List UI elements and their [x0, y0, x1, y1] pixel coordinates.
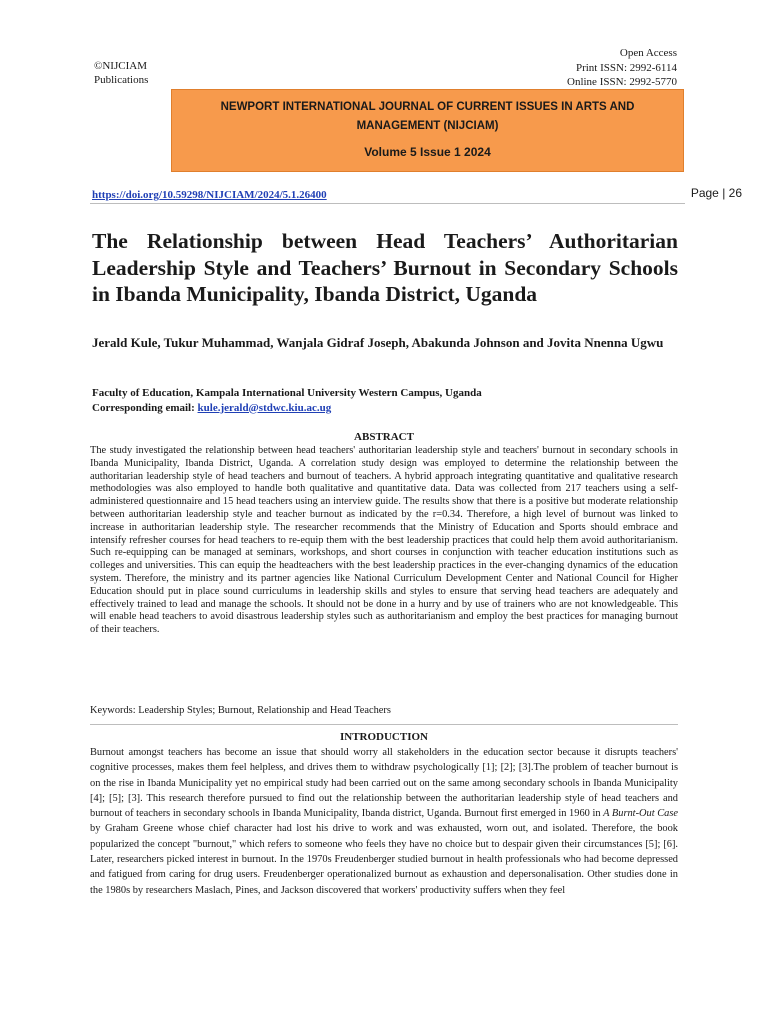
journal-volume: Volume 5 Issue 1 2024	[364, 145, 491, 159]
online-issn: Online ISSN: 2992-5770	[567, 76, 677, 88]
publisher-block	[94, 59, 148, 87]
issn-block	[567, 46, 677, 90]
page-number: Page | 26	[690, 186, 742, 200]
keywords: Keywords: Leadership Styles; Burnout, Relationship and Head Teachers	[90, 705, 391, 716]
corresponding-line	[92, 401, 482, 416]
doi-link[interactable]: https://doi.org/10.59298/NIJCIAM/2024/5.1.26400	[92, 189, 327, 201]
journal-title: NEWPORT INTERNATIONAL JOURNAL OF CURRENT ISSUES IN ARTS AND MANAGEMENT (NIJCIAM)	[220, 101, 635, 132]
open-access-label: Open Access	[619, 47, 677, 59]
corresponding-label: Corresponding email:	[92, 401, 195, 414]
author-list: Jerald Kule, Tukur Muhammad, Wanjala Gidraf Joseph, Abakunda Johnson and Jovita Nnenna Ugwu	[92, 335, 664, 350]
article-title: The Relationship between Head Teachers’ Authoritarian Leadership Style and Teachers’ Burnout in Secondary Schools in Ibanda Municipality, Ibanda District, Uganda	[92, 229, 678, 306]
affiliation: Faculty of Education, Kampala International University Western Campus, Uganda	[92, 387, 482, 399]
journal-banner	[171, 89, 684, 172]
print-issn: Print ISSN: 2992-6114	[575, 61, 677, 74]
introduction-body	[90, 745, 678, 898]
affiliation-block	[92, 386, 482, 415]
abstract-body: The study investigated the relationship between head teachers' authoritarian leadership style and teachers' burnout in secondary schools in Ibanda Municipality, Ibanda District, Uganda. A correlation study design was employed to determine the relationship between the authoritarian leadership style of head teachers and burnout of teachers. A hybrid approach integrating quantitative and qualitative research methodologies was also employed to handle both qualitative and quantitative data. Data was collected from 217 teachers using a self-administered questionnaire and 15 head teachers using an interview guide. The results show that there is a positive but moderate relationship between authoritarian leadership style and teacher burnout as indicated by the r=0.34. Therefore, a high level of burnout was linked to increase in authoritarian leadership style. The researcher recommends that the Ministry of Education and Sports should embrace and intensify refresher courses for head teachers to re-equip them with the best leadership practices that could help them avoid authoritarianism. Such re-equipping can be managed at seminars, workshops, and short courses in conjunction with teacher education institutions such as colleges and universities. This can equip the headteachers with the best leadership practices in the ever-changing dynamics of the education system. Therefore, the ministry and its partner agencies like National Curriculum Development Center and National Council for Higher Education should put in place sound curriculums in leadership skills and styles to ensure that serving head teachers are adequately and effectively trained to lead and manage the schools. It should not be done in a hurry and by use of trainers who are not knowledgeable. This will enable head teachers to avoid disastrous leadership styles such as authoritarianism and employ the best practices for managing burnout of their teachers.	[90, 445, 678, 636]
publisher-label: Publications	[94, 74, 149, 86]
introduction-heading: INTRODUCTION	[339, 731, 428, 743]
publisher-name: ©NIJCIAM	[94, 60, 147, 72]
header-divider	[90, 203, 685, 204]
introduction-text-part1: Burnout amongst teachers has become an issue that should worry all stakeholders in the education sector because it disrupts teachers' cognitive processes, makes them feel helpless, and drives them to withdraw psychologically [1]; [2]; [3].The problem of teacher burnout is on the rise in Ibanda Municipality yet no empirical study had been carried out on the same among secondary schools in Ibanda Municipality [4]; [5]; [3]. This research therefore pursued to find out the relationship between the authoritarian leadership style of head teachers and burnout of teachers in secondary schools in Ibanda Municipality, Ibanda district, Uganda. Burnout first emerged in 1960 in	[90, 747, 678, 820]
book-title: A Burnt-Out Case	[603, 808, 678, 820]
corresponding-email-link[interactable]: kule.jerald@stdwc.kiu.ac.ug	[197, 401, 332, 414]
introduction-text-part2: by Graham Greene whose chief character had lost his drive to work and was exhausted, worn out, and isolated. Therefore, the book popularized the concept "burnout," which refers to someone who feels they have no choice but to despair given their circumstances [5]; [6]. Later, researchers picked interest in burnout. In the 1970s Freudenberger studied burnout in health professionals who had become depressed and fatigued from caring for drug users. Freudenberger operationalized burnout as exhaustion and depersonalisation. Other studies done in the 1980s by researchers Maslach, Pines, and Jackson discovered that workers' productivity suffers when they feel	[90, 823, 678, 896]
abstract-heading: ABSTRACT	[354, 431, 414, 443]
section-divider	[90, 724, 678, 725]
